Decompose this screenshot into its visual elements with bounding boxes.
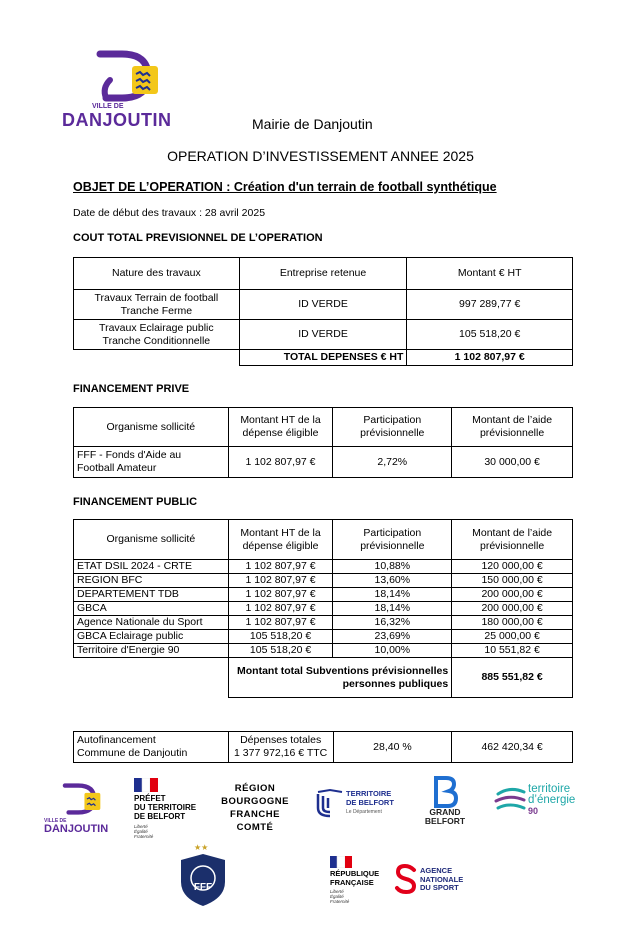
header-cell: Nature des travaux [74,258,240,290]
total-row [74,658,573,698]
te90-logo [494,782,614,822]
cell: 1 102 807,97 € [228,602,333,616]
prive-heading: FINANCEMENT PRIVE [73,383,190,395]
te90-number: 90 [528,806,539,816]
total-label: Montant total Subventions prévisionnelles personnes publiques [228,658,452,698]
header-cell: Montant de l’aide prévisionnelle [452,520,573,560]
empty-cell [74,350,240,366]
ans-s-icon [394,864,418,894]
prefet-logo [130,778,210,842]
table-row [74,732,573,763]
cell: 10 551,82 € [452,644,573,658]
logo-small-text: VILLE DE [92,103,124,110]
prive-table [73,407,573,478]
public-table [73,519,573,698]
danjoutin-logo [62,50,186,132]
fff-text: FFF [193,882,213,893]
cell: GBCA [74,602,229,616]
cell: 18,14% [333,588,452,602]
cell: Territoire d'Energie 90 [74,644,229,658]
ans-logo [394,864,484,898]
cell: 1 102 807,97 € [228,574,333,588]
tdb-logo [316,788,406,822]
cell: Agence Nationale du Sport [74,616,229,630]
table-row [74,616,573,630]
tdb-text: TERRITOIRE DE BELFORT [346,789,394,807]
marianne-icon [330,856,352,868]
date-text: Date de début des travaux : 28 avril 2025 [73,207,266,219]
star-icon: ★★ [194,843,209,852]
table-header-row [74,258,573,290]
table-row [74,560,573,574]
cell: 105 518,20 € [228,644,333,658]
marianne-icon [134,778,158,792]
cell: 18,14% [333,602,452,616]
cell: 1 102 807,97 € [228,447,333,478]
table-row [74,630,573,644]
table-row [74,602,573,616]
auto-pct: 28,40 % [333,732,452,763]
cell: 16,32% [333,616,452,630]
cout-heading: COUT TOTAL PREVISIONNEL DE L’OPERATION [73,232,323,244]
cell: Travaux Eclairage public Tranche Conditionnelle [74,320,240,350]
total-value: 1 102 807,97 € [407,350,573,366]
cell: ID VERDE [239,320,407,350]
region-bfc-logo [218,782,292,834]
header-cell: Entreprise retenue [239,258,407,290]
grand-belfort-logo [421,776,469,832]
tdb-sub-text: Le Département [346,809,382,815]
cell: 180 000,00 € [452,616,573,630]
objet-heading: OBJET DE L’OPERATION : Création d'un terrain de football synthétique [73,180,497,194]
grand-belfort-text: GRAND BELFORT [424,807,466,826]
cell: 10,00% [333,644,452,658]
cell: 105 518,20 € [228,630,333,644]
fff-logo [176,843,232,909]
cell: 2,72% [333,447,452,478]
cell: 105 518,20 € [407,320,573,350]
header-cell: Organisme sollicité [74,520,229,560]
table-row [74,320,573,350]
table-header-row [74,408,573,447]
auto-depenses: Dépenses totales 1 377 972,16 € TTC [228,732,333,763]
cell: Travaux Terrain de football Tranche Ferme [74,290,240,320]
cell: 13,60% [333,574,452,588]
danjoutin-d-icon [60,782,104,816]
cell: 200 000,00 € [452,588,573,602]
republique-logo [328,856,392,912]
total-value: 885 551,82 € [452,658,573,698]
tdb-emblem-icon [316,788,344,818]
footer-danjoutin-logo [40,780,120,840]
te90-swirl-icon [494,786,528,816]
header-cell: Montant HT de la dépense éligible [228,520,333,560]
header-cell: Participation prévisionnelle [333,520,452,560]
table-row [74,588,573,602]
auto-table [73,731,573,763]
header-cell: Montant de l’aide prévisionnelle [452,408,573,447]
devise-text: Liberté Égalité Fraternité [330,889,350,904]
cell: 25 000,00 € [452,630,573,644]
operation-title: OPERATION D’INVESTISSEMENT ANNEE 2025 [167,148,474,164]
cell: 1 102 807,97 € [228,616,333,630]
logo-big-text: DANJOUTIN [62,110,172,130]
cell: 150 000,00 € [452,574,573,588]
cell: FFF - Fonds d'Aide au Football Amateur [74,447,229,478]
cell: 23,69% [333,630,452,644]
cell: 1 102 807,97 € [228,560,333,574]
cell: 200 000,00 € [452,602,573,616]
mairie-title: Mairie de Danjoutin [252,116,373,132]
cout-table [73,257,573,366]
te90-text: territoire d’énergie [528,783,576,806]
fff-shield-icon [178,852,228,908]
prefet-text: PRÉFET DU TERRITOIRE DE BELFORT [134,794,197,821]
table-row [74,574,573,588]
cell: 120 000,00 € [452,560,573,574]
footer-logo-big: DANJOUTIN [44,823,109,835]
table-row [74,447,573,478]
region-text: RÉGION BOURGOGNE FRANCHE COMTÉ [221,783,289,833]
cell: GBCA Eclairage public [74,630,229,644]
auto-value: 462 420,34 € [452,732,573,763]
danjoutin-d-icon [92,50,164,102]
footer-logo-small: VILLE DE [44,818,67,824]
devise-text: Liberté Égalité Fraternité [134,824,154,839]
total-row [74,350,573,366]
cell: ETAT DSIL 2024 - CRTE [74,560,229,574]
cell: 30 000,00 € [452,447,573,478]
auto-label: Autofinancement Commune de Danjoutin [74,732,229,763]
ans-text: AGENCE NATIONALE DU SPORT [420,866,464,892]
republique-text: RÉPUBLIQUE FRANÇAISE [330,869,380,887]
cell: 10,88% [333,560,452,574]
table-header-row [74,520,573,560]
header-cell: Organisme sollicité [74,408,229,447]
cell: DEPARTEMENT TDB [74,588,229,602]
cell: 997 289,77 € [407,290,573,320]
table-row [74,644,573,658]
header-cell: Montant HT de la dépense éligible [228,408,333,447]
cell: REGION BFC [74,574,229,588]
cell: ID VERDE [239,290,407,320]
public-heading: FINANCEMENT PUBLIC [73,496,198,508]
empty-cell [74,658,229,698]
cell: 1 102 807,97 € [228,588,333,602]
grand-belfort-b-icon [430,776,460,808]
header-cell: Participation prévisionnelle [333,408,452,447]
header-cell: Montant € HT [407,258,573,290]
total-label: TOTAL DEPENSES € HT [239,350,407,366]
table-row [74,290,573,320]
